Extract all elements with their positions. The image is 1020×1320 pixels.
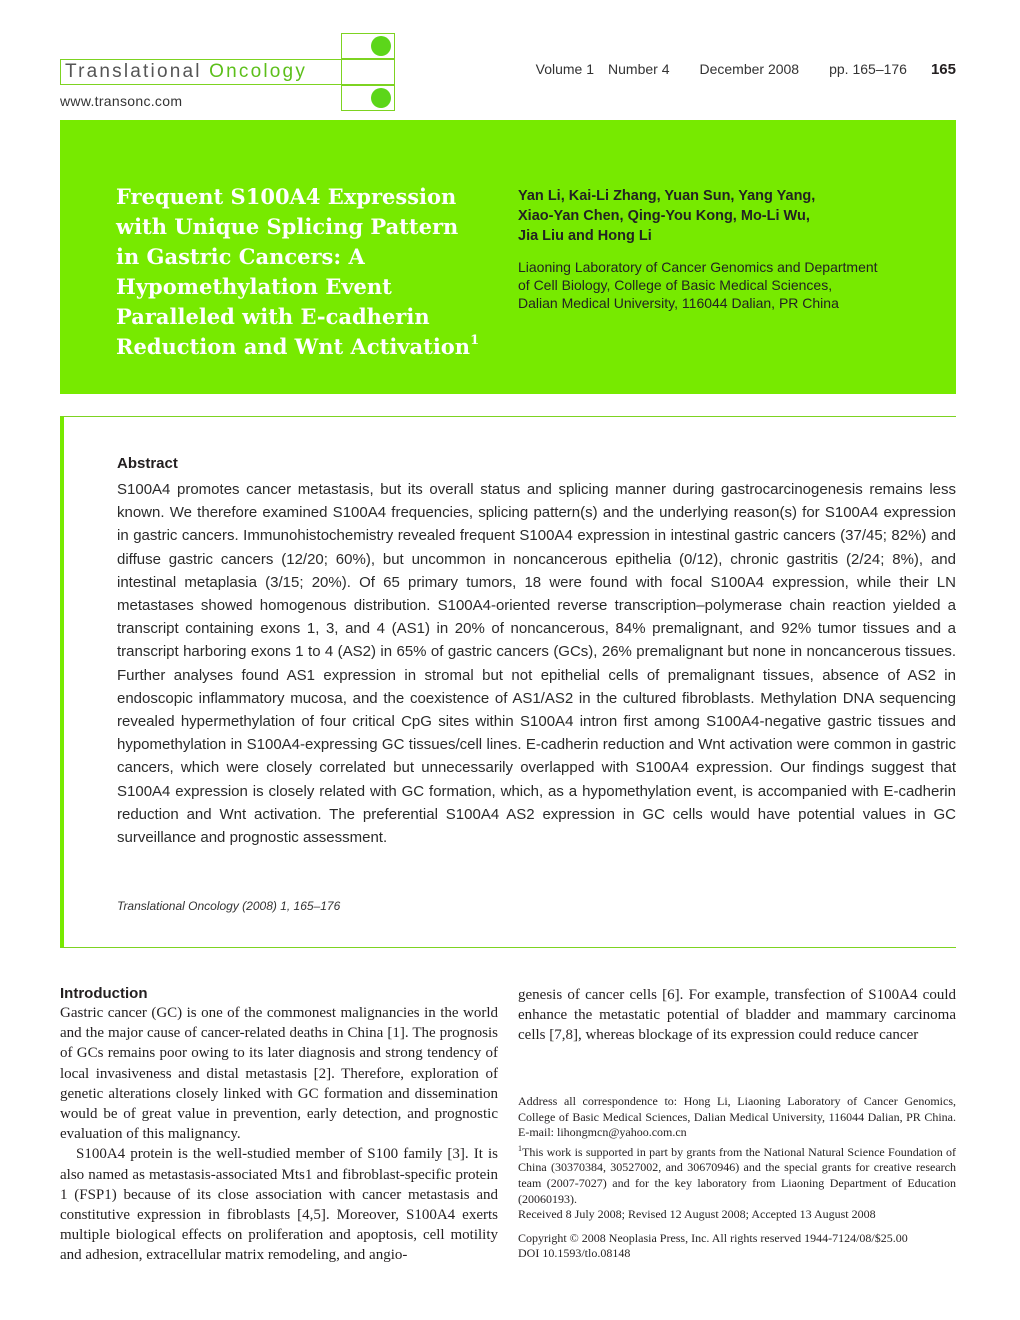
author-line: Xiao-Yan Chen, Qing-You Kong, Mo-Li Wu, bbox=[518, 208, 810, 224]
abstract-heading: Abstract bbox=[117, 455, 178, 472]
page-range: pp. 165–176 bbox=[829, 61, 907, 77]
copyright-note: Copyright © 2008 Neoplasia Press, Inc. All rights reserved 1944-7124/08/$25.00 bbox=[518, 1230, 908, 1245]
body-column-left bbox=[60, 985, 498, 1266]
page-number: 165 bbox=[930, 61, 956, 78]
issue-info bbox=[536, 61, 956, 78]
abstract-section bbox=[60, 416, 956, 948]
introduction-paragraph: S100A4 protein is the well-studied member of S100 family [3]. It is also named as metastasis-associated Mts1 and fibroblast-specific protein 1 (FSP1) because of its close association with cancer metastasis and constitutive expression in fibroblasts [4,5]. Moreover, S100A4 exerts multiple biological effects on proliferation and apoptosis, cell motility and adhesion, extracellular matrix remodeling, and angio- bbox=[60, 1146, 498, 1264]
journal-url[interactable]: www.transonc.com bbox=[60, 93, 183, 109]
received-dates: Received 8 July 2008; Revised 12 August 2008; Accepted 13 August 2008 bbox=[518, 1207, 876, 1222]
author-line: Yan Li, Kai-Li Zhang, Yuan Sun, Yang Yang, bbox=[518, 188, 816, 204]
affiliation-line: of Cell Biology, College of Basic Medical Sciences, bbox=[518, 277, 833, 293]
title-line: with Unique Splicing Pattern bbox=[116, 214, 459, 239]
author-list bbox=[518, 186, 938, 246]
body-column-right bbox=[518, 985, 956, 1046]
logo-grid-graphic bbox=[341, 33, 395, 111]
abstract-text: S100A4 promotes cancer metastasis, but its overall status and splicing manner during gastrocarcinogenesis remains less known. We therefore examined S100A4 frequencies, splicing pattern(s) and the underlying reason(s) for S100A4 expression in gastric cancers. Immunohistochemistry revealed frequent S100A4 expression in intestinal gastric cancers (37/45; 82%) and diffuse gastric cancers (12/20; 60%), but uncommon in noncancerous epithelia (0/12), chronic gastritis (2/24; 8%), and intestinal metaplasia (3/15; 20%). Of 65 primary tumors, 18 were found with focal S100A4 expression, while their LN metastases showed homogenous distribution. S100A4-oriented reverse transcription–polymerase chain reaction yielded a transcript containing exons 1, 3, and 4 (AS1) in 20% of noncancerous, 84% premalignant, and 92% tumor tissues and a transcript harboring exons 1 to 4 (AS2) in 65% of gastric cancers (GCs), 26% premalignant but none in noncancerous tissues. Further analyses found AS1 expression in stromal but not epithelial cells of premalignant tissues, absence of AS2 in endoscopic inflammatory mucosa, and the coexistence of AS1/AS2 in the cultured fibroblasts. Methylation DNA sequencing revealed hypermethylation of four critical CpG sites within S100A4 intron first among S100A4-negative gastric tissues and hypomethylation in S100A4-expressing GC tissues/cell lines. E-cadherin reduction and Wnt activation were common in gastric cancers, which were closely correlated but unnecessarily overlapped with S100A4 expression. Our findings suggest that S100A4 expression is closely related with GC formation, which, as a hypomethylation event, is accompanied with E-cadherin reduction and Wnt activation. The preferential S100A4 AS2 expression in GC cells would have potential values in GC surveillance and prognostic assessment. bbox=[117, 481, 956, 847]
title-line-text: Reduction and Wnt Activation bbox=[116, 334, 471, 359]
title-band bbox=[60, 120, 956, 394]
logo-dot-icon bbox=[371, 36, 391, 56]
funding-text: This work is supported in part by grants from the National Natural Science Foundation of China (30370384, 30527002, and 30670946) and the special grants for creative research team (2007-7027) and for the key laboratory from Liaoning Department of Education (20060193). bbox=[518, 1144, 956, 1206]
title-line: Hypomethylation Event bbox=[116, 274, 392, 299]
title-line: Paralleled with E-cadherin bbox=[116, 304, 430, 329]
funding-note bbox=[518, 1141, 956, 1207]
abstract-citation: Translational Oncology (2008) 1, 165–176 bbox=[117, 899, 341, 913]
affiliation-line: Dalian Medical University, 116044 Dalian, PR China bbox=[518, 295, 839, 311]
title-line bbox=[116, 332, 506, 362]
logo-cell-middle bbox=[341, 59, 395, 85]
abstract-accent-rule bbox=[60, 417, 64, 947]
paper-title bbox=[116, 182, 506, 362]
doi[interactable]: DOI 10.1593/tlo.08148 bbox=[518, 1246, 631, 1261]
journal-name bbox=[60, 59, 342, 85]
affiliation-line: Liaoning Laboratory of Cancer Genomics and Department bbox=[518, 259, 878, 275]
funding-footnote-mark: 1 bbox=[518, 1143, 522, 1153]
volume: Volume 1 bbox=[535, 61, 595, 77]
title-line: in Gastric Cancers: A bbox=[116, 244, 365, 269]
introduction-continuation: genesis of cancer cells [6]. For example, transfection of S100A4 could enhance the metastatic potential of bladder and mammary carcinoma cells [7,8], whereas blockage of its expression could reduce cancer bbox=[518, 987, 956, 1044]
title-line: Frequent S100A4 Expression bbox=[116, 184, 457, 209]
correspondence-note: Address all correspondence to: Hong Li, Liaoning Laboratory of Cancer Genomics, College of Basic Medical Sciences, Dalian Medical University, 116044 Dalian, PR China. E-mail: lihongmcn@yahoo.com.cn bbox=[518, 1094, 956, 1140]
journal-name-part2: Oncology bbox=[209, 61, 308, 82]
introduction-heading: Introduction bbox=[60, 985, 148, 1002]
issue-date: December 2008 bbox=[699, 61, 800, 77]
introduction-paragraph: Gastric cancer (GC) is one of the commonest malignancies in the world and the major cause of cancer-related deaths in China [1]. The prognosis of GCs remains poor owing to its later diagnosis and strong tendency of local invasiveness and distal metastasis [2]. Therefore, exploration of genetic alterations closely linked with GC formation and dissemination would be of great value in prevention, early detection, and prognostic evaluation of this malignancy. bbox=[60, 1005, 498, 1143]
logo-dot-icon bbox=[371, 88, 391, 108]
footnotes bbox=[518, 1094, 956, 1262]
author-line: Jia Liu and Hong Li bbox=[518, 228, 652, 244]
title-footnote-mark[interactable]: 1 bbox=[470, 333, 480, 348]
affiliation bbox=[518, 258, 938, 312]
issue-number: Number 4 bbox=[608, 61, 670, 77]
journal-name-part1: Translational bbox=[65, 61, 202, 82]
